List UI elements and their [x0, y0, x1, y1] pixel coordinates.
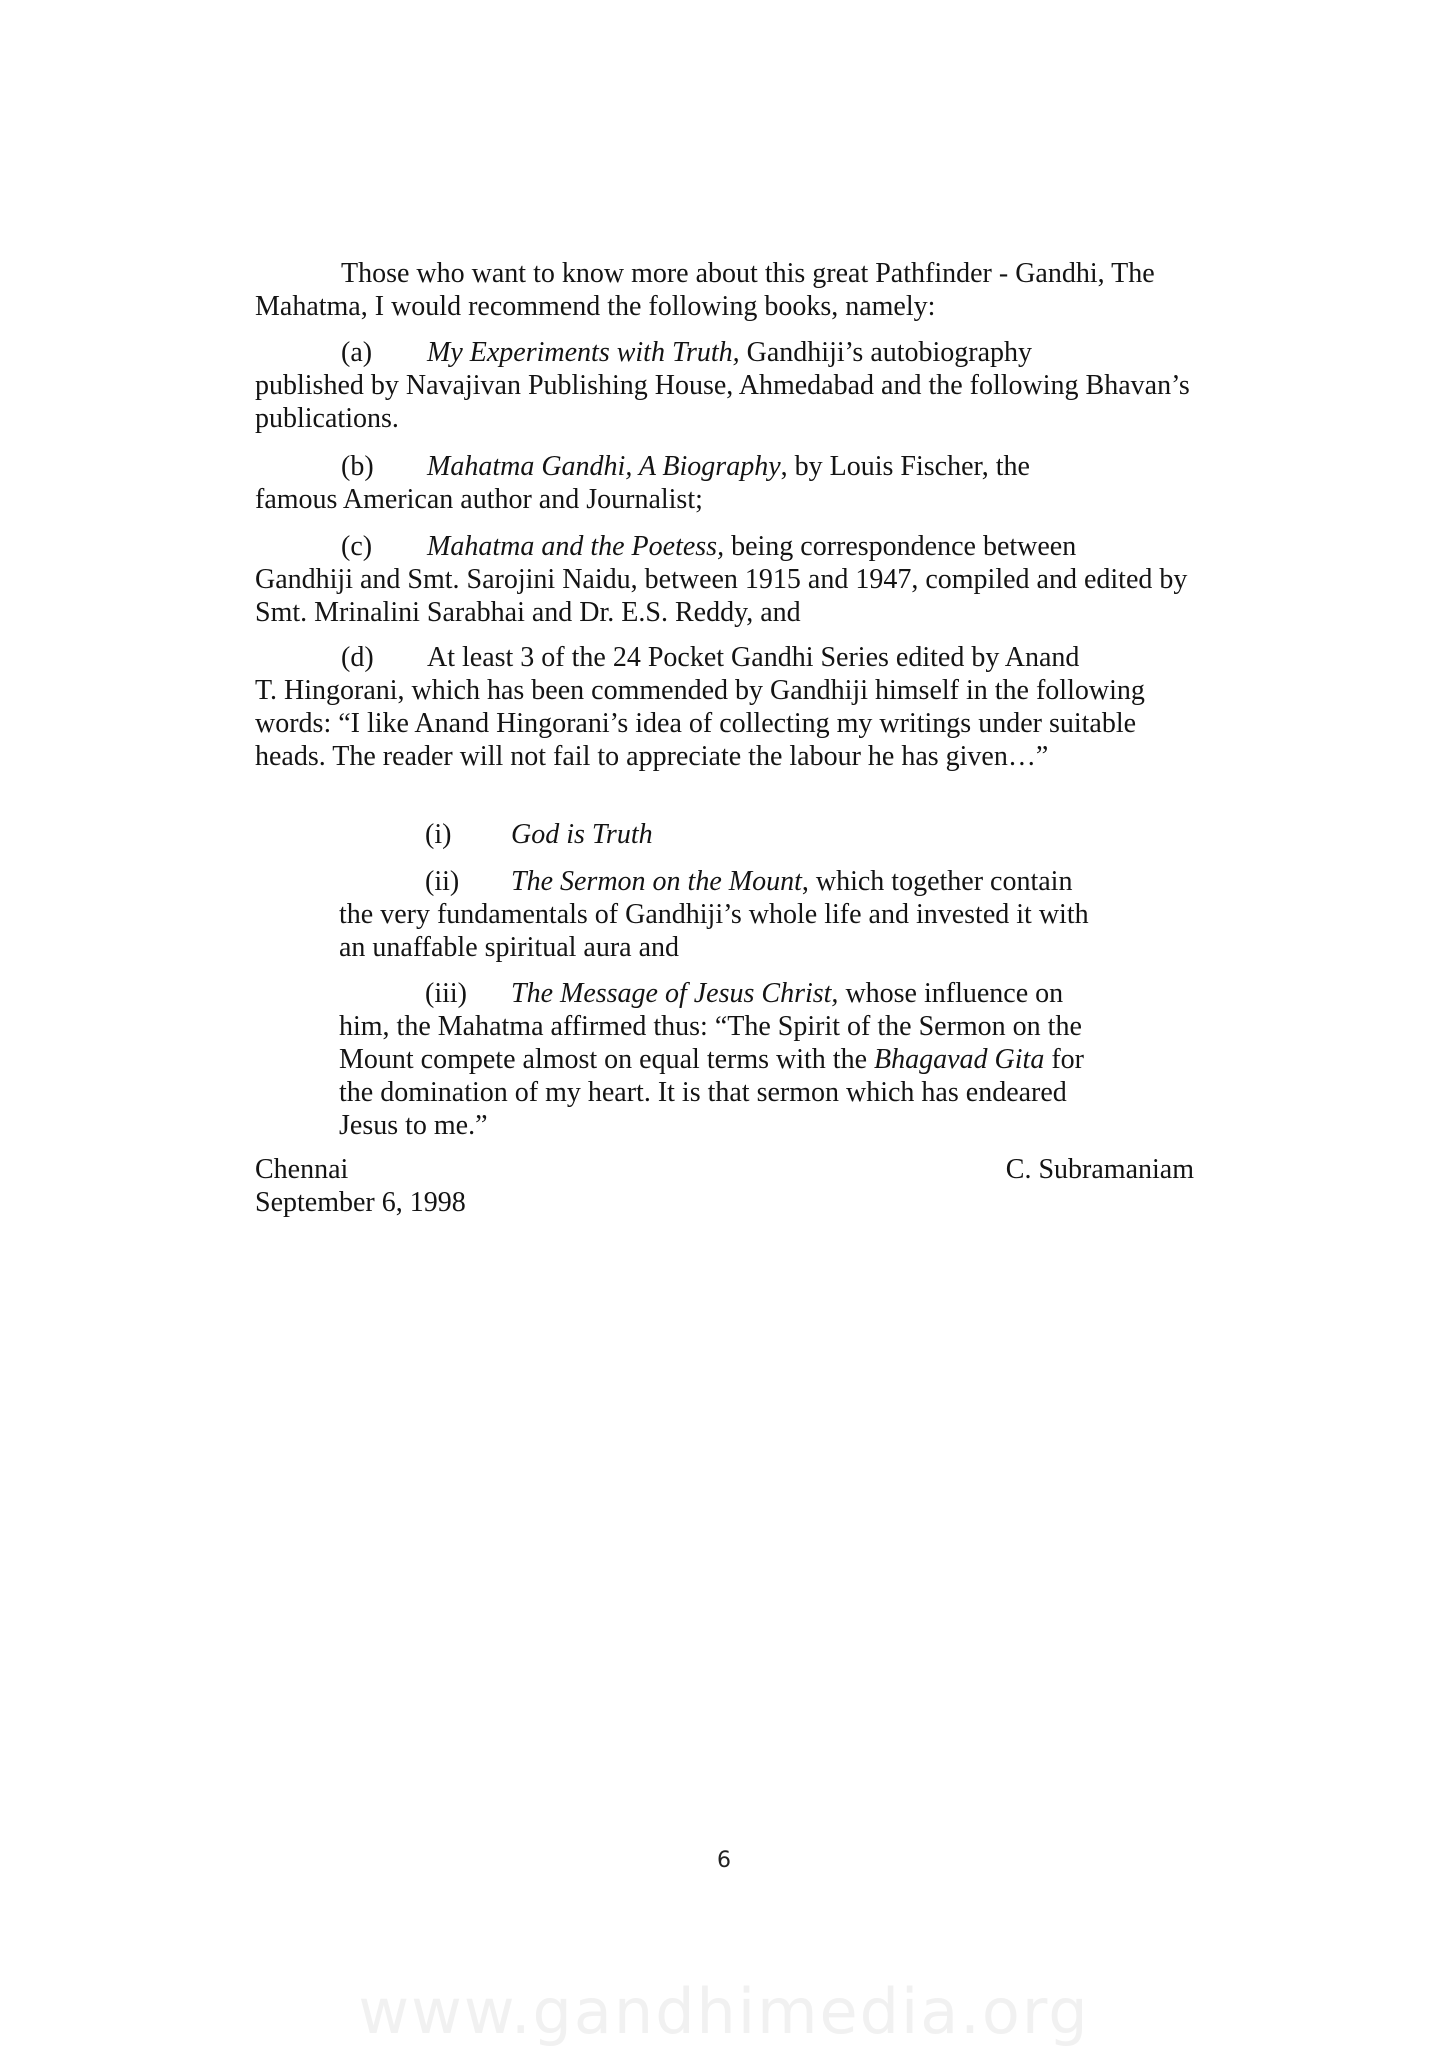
item-continuation: Gandhiji and Smt. Sarojini Naidu, between 1915 and 1947, compiled and edited by Smt. Mrinalini Sarabhai and Dr. E.S. Reddy, and	[255, 564, 1188, 628]
book-item-c	[255, 530, 1201, 629]
book-title: God is Truth	[511, 819, 653, 850]
page-number: 6	[717, 1848, 731, 1873]
sub-item-label: (iii)	[425, 978, 467, 1009]
sub-item-iii	[339, 977, 1205, 1142]
quoted-book-title: Bhagavad Gita	[874, 1044, 1045, 1075]
item-text: , by Louis Fischer, the	[780, 451, 1030, 482]
intro-line-1: Those who want to know more about this great Pathfinder - Gandhi, The	[341, 258, 1155, 289]
quote-text-end: for the domination of my heart. It is that sermon which has endeared Jesus to me.”	[339, 1044, 1084, 1141]
book-title: My Experiments with Truth,	[427, 337, 740, 368]
signature-name: C. Subramaniam	[1005, 1154, 1194, 1185]
sub-item-label: (i)	[425, 819, 452, 850]
sub-item-text: whose influence on	[838, 978, 1064, 1009]
sub-item-text: , which together contain	[801, 866, 1073, 897]
item-continuation: famous American author and Journalist;	[255, 484, 703, 515]
sub-item-ii	[339, 865, 1205, 964]
item-label: (c)	[341, 531, 373, 562]
quote-text: him, the Mahatma affirmed thus: “The Spirit of the Sermon on the Mount compete almost on equal terms with the	[339, 1011, 1082, 1075]
book-item-d	[255, 641, 1201, 773]
signature-place-date	[255, 1153, 466, 1219]
item-label: (a)	[341, 337, 373, 368]
sub-item-continuation	[339, 1010, 1119, 1142]
item-continuation: T. Hingorani, which has been commended by Gandhiji himself in the following words: “I like Anand Hingorani’s idea of collecting my writings under suitable heads. The reader will not fail to appreciate the labour he has given…”	[255, 675, 1145, 772]
watermark: www.gandhimedia.org	[358, 1975, 1090, 2048]
book-item-b	[255, 450, 1201, 516]
book-item-a	[255, 336, 1201, 435]
signature-place: Chennai	[255, 1154, 349, 1185]
item-label: (b)	[341, 451, 374, 482]
sub-item-i	[425, 818, 1205, 851]
item-text: At least 3 of the 24 Pocket Gandhi Series edited by Anand	[427, 642, 1080, 673]
sub-item-label: (ii)	[425, 866, 460, 897]
book-title: The Sermon on the Mount	[511, 866, 802, 897]
book-title: Mahatma and the Poetess,	[427, 531, 725, 562]
sub-item-continuation: the very fundamentals of Gandhiji’s whole life and invested it with an unaffable spiritual aura and	[339, 899, 1089, 963]
item-text: being correspondence between	[724, 531, 1077, 562]
signature-date: September 6, 1998	[255, 1187, 466, 1218]
intro-line-2: Mahatma, I would recommend the following books, namely:	[255, 291, 936, 322]
item-text: Gandhiji’s autobiography	[739, 337, 1033, 368]
intro-paragraph	[255, 257, 1195, 323]
item-label: (d)	[341, 642, 374, 673]
book-title: The Message of Jesus Christ,	[511, 978, 839, 1009]
book-title: Mahatma Gandhi, A Biography	[427, 451, 781, 482]
item-continuation: published by Navajivan Publishing House, Ahmedabad and the following Bhavan’s publications.	[255, 370, 1190, 434]
